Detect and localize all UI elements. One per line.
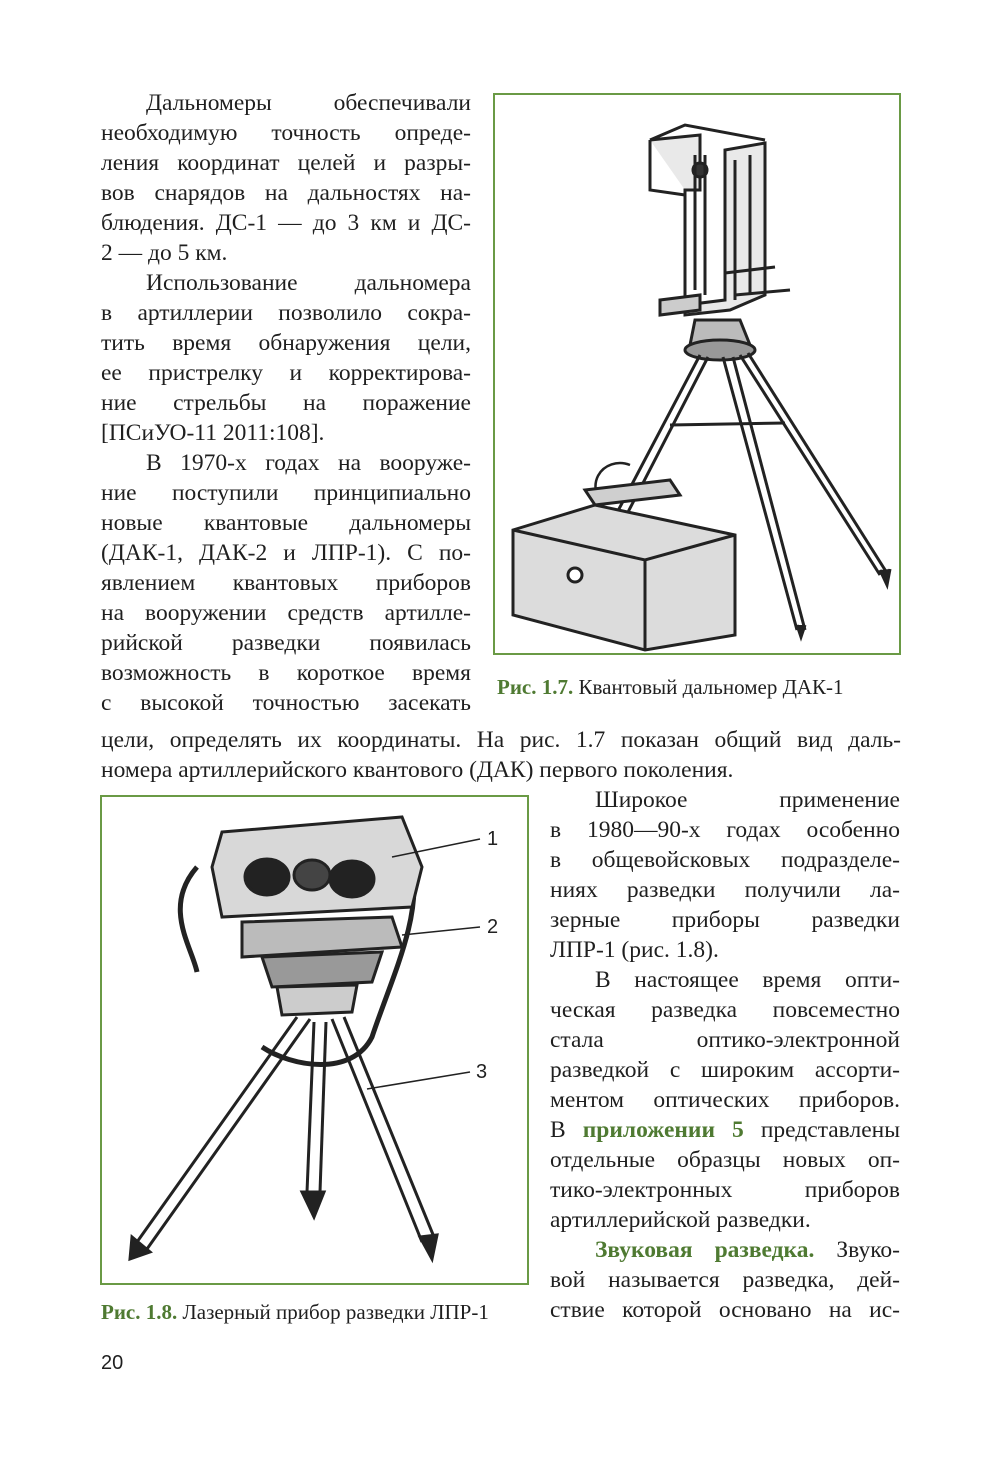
text-line: [ПСиУО-11 2011:108]. [101,420,325,446]
text-line: вой называется разведка, дей- [550,1267,900,1293]
text-line: с высокой точностью засекать [101,690,471,716]
text-line: отдельные образцы новых оп- [550,1147,900,1173]
text-line: ментом оптических приборов. [550,1087,900,1113]
text-line: В настоящее время опти- [595,967,900,993]
figure-1-8-frame [100,795,529,1285]
text-line: ее пристрелку и корректирова- [101,360,471,386]
text-line: на вооружении средств артилле- [101,600,471,626]
figure-caption-text: Квантовый дальномер ДАК-1 [578,675,844,699]
text-line: номера артиллерийского квантового (ДАК) первого поколения. [101,757,734,783]
callout-2: 2 [487,916,499,938]
text-line: в общевойсковых подразделе- [550,847,900,873]
text-line: разведкой с широким ассорти- [550,1057,900,1083]
rangefinder-dak1-illustration [495,95,899,653]
figure-1-8-caption [101,1299,489,1325]
appendix-5-link[interactable]: приложении 5 [582,1117,744,1143]
text-line: (ДАК-1, ДАК-2 и ЛПР-1). С по- [101,540,471,566]
body-column-left [101,88,471,718]
text-line: ние поступили принципиально [101,480,471,506]
text-line: возможность в короткое время [101,660,471,686]
text-line: 2 — до 5 км. [101,240,228,266]
text-line: ствие которой основано на ис- [550,1297,900,1323]
body-column-right [550,785,900,1325]
figure-label: Рис. 1.8. [101,1300,178,1324]
text-line: Дальномеры обеспечивали [146,90,471,116]
text-line: цели, определять их координаты. На рис. 1.7 показан общий вид даль- [101,727,901,753]
text-line: стала оптико-электронной [550,1027,900,1053]
text-fragment: Звуко- [814,1237,900,1263]
laser-device-lpr1-illustration [102,797,527,1283]
text-line: зерные приборы разведки [550,907,900,933]
callout-3: 3 [476,1061,488,1083]
text-line [550,1235,900,1265]
text-line [550,1115,900,1145]
text-line: ческая разведка повсеместно [550,997,900,1023]
callout-1: 1 [487,828,499,850]
figure-caption-text: Лазерный прибор разведки ЛПР-1 [182,1300,489,1324]
figure-1-7-frame [493,93,901,655]
text-line: явлением квантовых приборов [101,570,471,596]
text-line: в 1980—90-х годах особенно [550,817,900,843]
text-line: новые квантовые дальномеры [101,510,471,536]
text-line: необходимую точность опреде- [101,120,471,146]
figure-1-7-caption [497,674,844,700]
text-line: ления координат целей и разры- [101,150,471,176]
text-line: тико-электронных приборов [550,1177,900,1203]
text-line: Использование дальномера [146,270,471,296]
text-line: Широкое применение [595,787,900,813]
text-line: В 1970-х годах на вооруже- [146,450,471,476]
text-line: рийской разведки появилась [101,630,471,656]
page-number: 20 [101,1352,124,1374]
text-fragment: В [550,1117,583,1143]
text-line: ние стрельбы на поражение [101,390,471,416]
text-line: артиллерийской разведки. [550,1207,811,1233]
text-line: ниях разведки получили ла- [550,877,900,903]
text-line: вов снарядов на дальностях на- [101,180,471,206]
figure-label: Рис. 1.7. [497,675,574,699]
text-fragment: представлены [743,1117,900,1143]
text-line: ЛПР-1 (рис. 1.8). [550,937,719,963]
text-line: блюдения. ДС-1 — до 3 км и ДС- [101,210,471,236]
text-line: в артиллерии позволило сокра- [101,300,471,326]
body-fullwidth [101,725,901,785]
text-line: тить время обнаружения цели, [101,330,471,356]
section-heading: Звуковая разведка. [595,1237,815,1263]
